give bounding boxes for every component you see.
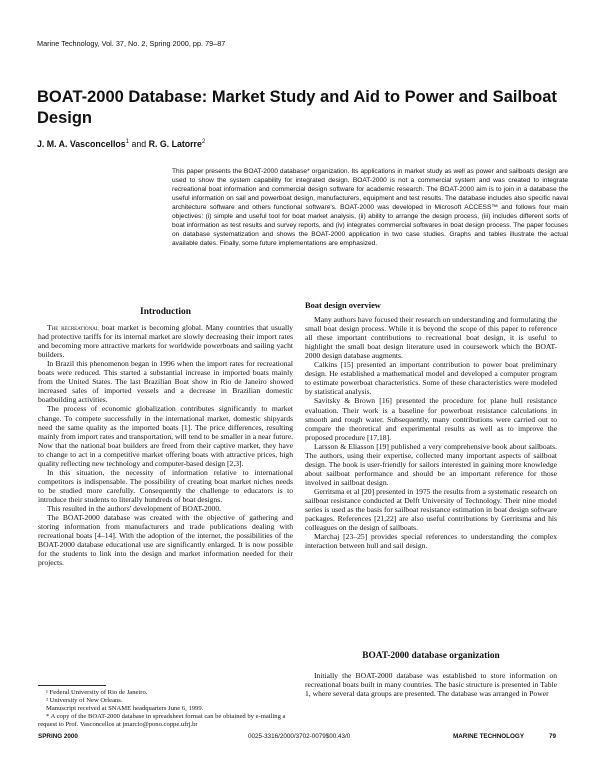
left-column (38, 308, 293, 567)
footer-season: SPRING 2000 (38, 733, 78, 740)
design-paragraph-3: Savitsky & Brown [16] presented the procedure for plane hull resistance evaluation. Their work is a baseline for powerboat resistance calculations in smooth and rough water. Subsequently, many contributions were carried out to compare the theoretical and experimental results as well as to improve the proposed procedure [17,18]. (305, 396, 557, 442)
footer-issn: 0025-3316/2000/3702-0079$00.43/0 (248, 733, 351, 740)
design-paragraph-6: Marchaj [23–25] provides special references to understanding the complex interaction between hull and sail design. (305, 532, 557, 551)
author-1: J. M. A. Vasconcellos (37, 139, 126, 149)
journal-citation: Marine Technology, Vol. 37, No. 2, Spring 2000, pp. 79–87 (37, 39, 226, 48)
footnotes (38, 689, 293, 729)
footnote-3: Manuscript received at SNAME headquarters June 6, 1999. (46, 704, 204, 712)
intro-paragraph-3: The process of economic globalization contributes significantly to market change. To compete successfully in the international market, domestic shipyards need the same quality as the imported boats [1]. The price differences, resulting mainly from import rates and transportation, will tend to be smaller in a near future. Now that the national boat builders are freed from their captive market, they have to change to act in a competitive market offering boats with attractive prices, high quality reflecting new technology and computer-based design [2,3]. (38, 404, 293, 468)
design-overview-heading: Boat design overview (305, 301, 381, 310)
design-paragraph-2: Calkins [15] presented an important contribution to power boat preliminary design. He established a mathematical model and developed a computer program to estimate powerboat characteristics. Some of these characteristics were modeled by statistical analysis. (305, 360, 557, 397)
abstract: This paper presents the BOAT-2000 database* organization. Its applications in market study as well as power and sailboats design are used to show the system capability for integrated design. BOAT-2000 is not a commercial system and was created to integrate recreational boat information and commercial design software for academic research. The BOAT-2000 aim is to join in a database the useful information on sail and powerboat design, manufacturers, equipment and test results. The database includes also specific naval architecture software and others functional software's. BOAT-2000 was developed in Microsoft ACCESS™ and follows four main objectives: (i) simple and useful tool for boat market analysis, (ii) ability to arrange the design process, (iii) includes different sorts of boat information as test results and survey reports, and (iv) integrates commercial softwares in boat design process. The paper focuses on database systematization and shows the BOAT-2000 application in two case studies. Graphs and tables illustrate the actual available dates. Finally, some future implementations are emphasized. (172, 168, 568, 247)
intro-paragraph-4: In this situation, the necessity of information relative to international competitors is indispensable. The possibility of creating boat market niches needs to be studied more carefully. Consequently the challenge to educators is to introduce their students to literally hundreds of boat designs. (38, 467, 293, 504)
org-paragraph-1: Initially the BOAT-2000 database was established to store information on recreational boats built in many countries. The basic structure is presented in Table 1, where several data groups are presented. The database was arranged in Power (305, 671, 557, 699)
database-organization-heading: BOAT-2000 database organization (362, 651, 500, 661)
design-paragraph-1: Many authors have focused their research on understanding and formulating the small boat design process. While it is beyond the scope of this paper to reference all these important contributions to recreational boat design, it is useful to highlight the small boat design literature used in coursework which the BOAT-2000 design database augments. (305, 315, 557, 361)
footnote-2: ² University of New Orleans. (46, 696, 123, 704)
paper-title: BOAT-2000 Database: Market Study and Aid to Power and Sailboat Design (37, 88, 557, 127)
author-2: R. G. Latorre (148, 139, 202, 149)
footnote-divider (38, 685, 106, 686)
author-2-affiliation-mark: 2 (201, 139, 206, 146)
right-column (305, 301, 557, 550)
author-1-affiliation-mark: 1 (125, 139, 129, 146)
design-paragraph-5: Gerritsma et al [20] presented in 1975 the results from a systematic research on sailboat resistance conducted at Delft University of Technology. Their nine model series is used as the basis for sailboat resistance estimation in boat design software packages. References [21,22] are also useful contributions by Gerritsma and his colleagues on the design of sailboats. (305, 486, 557, 533)
intro-paragraph-5: This resulted in the authors' development of BOAT-2000. (47, 503, 222, 513)
intro-paragraph-1-text: boat market is becoming global. Many countries that usually had protective tariffs for its internal market are slowly decreasing their import rates and becoming more attractive markets for worldwide powerboats and sailing yacht builders. (38, 323, 293, 360)
intro-paragraph-6: The BOAT-2000 database was created with the objective of gathering and storing information from manufacturers and trade publications dealing with recreational boats [4–14]. With the adoption of the internet, the possibilities of the BOAT-2000 database educational use are significantly enlarged. It is now possible for the students to link into the design and market information needed for their projects. (38, 513, 293, 568)
database-organization-body (305, 671, 557, 698)
introduction-heading: Introduction (140, 307, 191, 317)
intro-lead-in: The recreational (47, 323, 99, 333)
footnote-1: ¹ Federal University of Rio de Janeiro. (46, 689, 148, 696)
author-list (37, 139, 205, 149)
intro-paragraph-2: In Brazil this phenomenon began in 1996 when the import rates for recreational boats were reduced. This started a substantial increase in imported boats mainly from the United States. The last Brazilian Boat show in Rio de Janeiro showed increased sales of imported vessels and a decrease in Brazilian domestic boatbuilding activities. (38, 359, 293, 405)
intro-paragraph-1 (38, 323, 293, 359)
page-number: 79 (549, 733, 557, 740)
footnote-4: * A copy of the BOAT-2000 database in spreadsheet format can be obtained by e-mailing a request to Prof. Vasconcellos at jmarcio@pono.coppe.ufrj.br (38, 712, 286, 728)
author-conjunction: and (131, 139, 147, 149)
footer-journal-name: MARINE TECHNOLOGY (453, 733, 525, 740)
design-paragraph-4: Larsson & Eliasson [19] published a very comprehensive book about sailboats. The authors, using their expertise, collected many important aspects of sailboat design. The book is user-friendly for sailors interested in gaining more knowledge about sailboat performance and should be an important reference for those involved in sailboat design. (305, 441, 557, 487)
